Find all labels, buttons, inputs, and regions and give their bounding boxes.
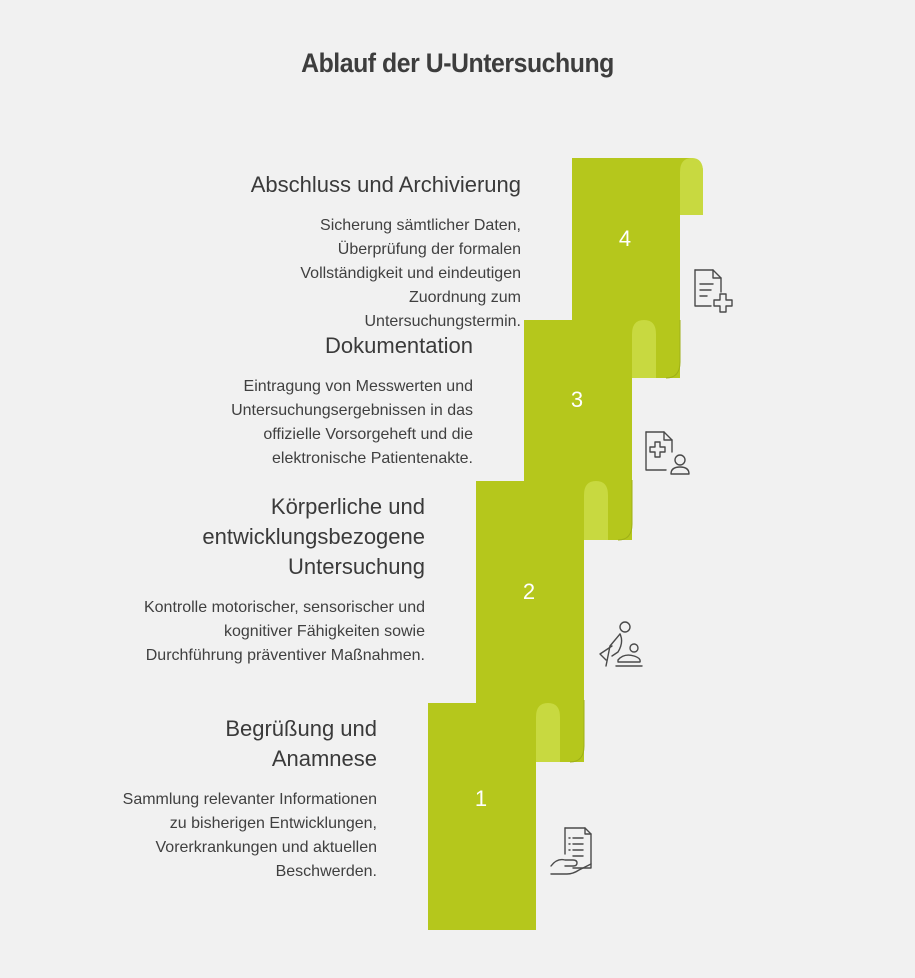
- medical-record-patient-icon: [646, 432, 689, 474]
- step-1-description: Sammlung relevanter Informationen zu bisherigen Entwicklungen, Vorerkrankungen und aktuellen Beschwerden.: [122, 791, 377, 880]
- step-3-text: [173, 331, 473, 471]
- step-3-description: Eintragung von Messwerten und Untersuchungsergebnissen in das offizielle Vorsorgeheft und die elektronische Patientenakte.: [231, 378, 473, 467]
- step-1-number: 1: [474, 786, 488, 811]
- step-4-heading: Abschluss und Archivierung: [250, 172, 521, 197]
- step-3-heading: Dokumentation: [325, 333, 473, 358]
- step-1-text: [97, 714, 377, 884]
- step-4-text: [181, 170, 521, 334]
- document-plus-icon: [695, 270, 732, 312]
- diagram-title: Ablauf der U-Untersuchung: [301, 48, 614, 78]
- step-4-description: Sicherung sämtlicher Daten, Überprüfung der formalen Vollständigkeit und eindeutigen Zuordnung zum Untersuchungstermin.: [300, 217, 521, 330]
- step-1-heading: Begrüßung und Anamnese: [225, 716, 377, 771]
- hand-document-icon: [551, 828, 591, 874]
- step-1-banner: [428, 703, 560, 930]
- step-2-number: 2: [522, 579, 536, 604]
- step-2-description: Kontrolle motorischer, sensorischer und kognitiver Fähigkeiten sowie Durchführung präventiver Maßnahmen.: [143, 599, 425, 664]
- step-2-heading: Körperliche und entwicklungsbezogene Untersuchung: [202, 494, 425, 579]
- step-3-number: 3: [570, 387, 584, 412]
- step-2-text: [135, 492, 425, 668]
- caregiver-baby-icon: [600, 622, 642, 666]
- step-4-number: 4: [618, 226, 632, 251]
